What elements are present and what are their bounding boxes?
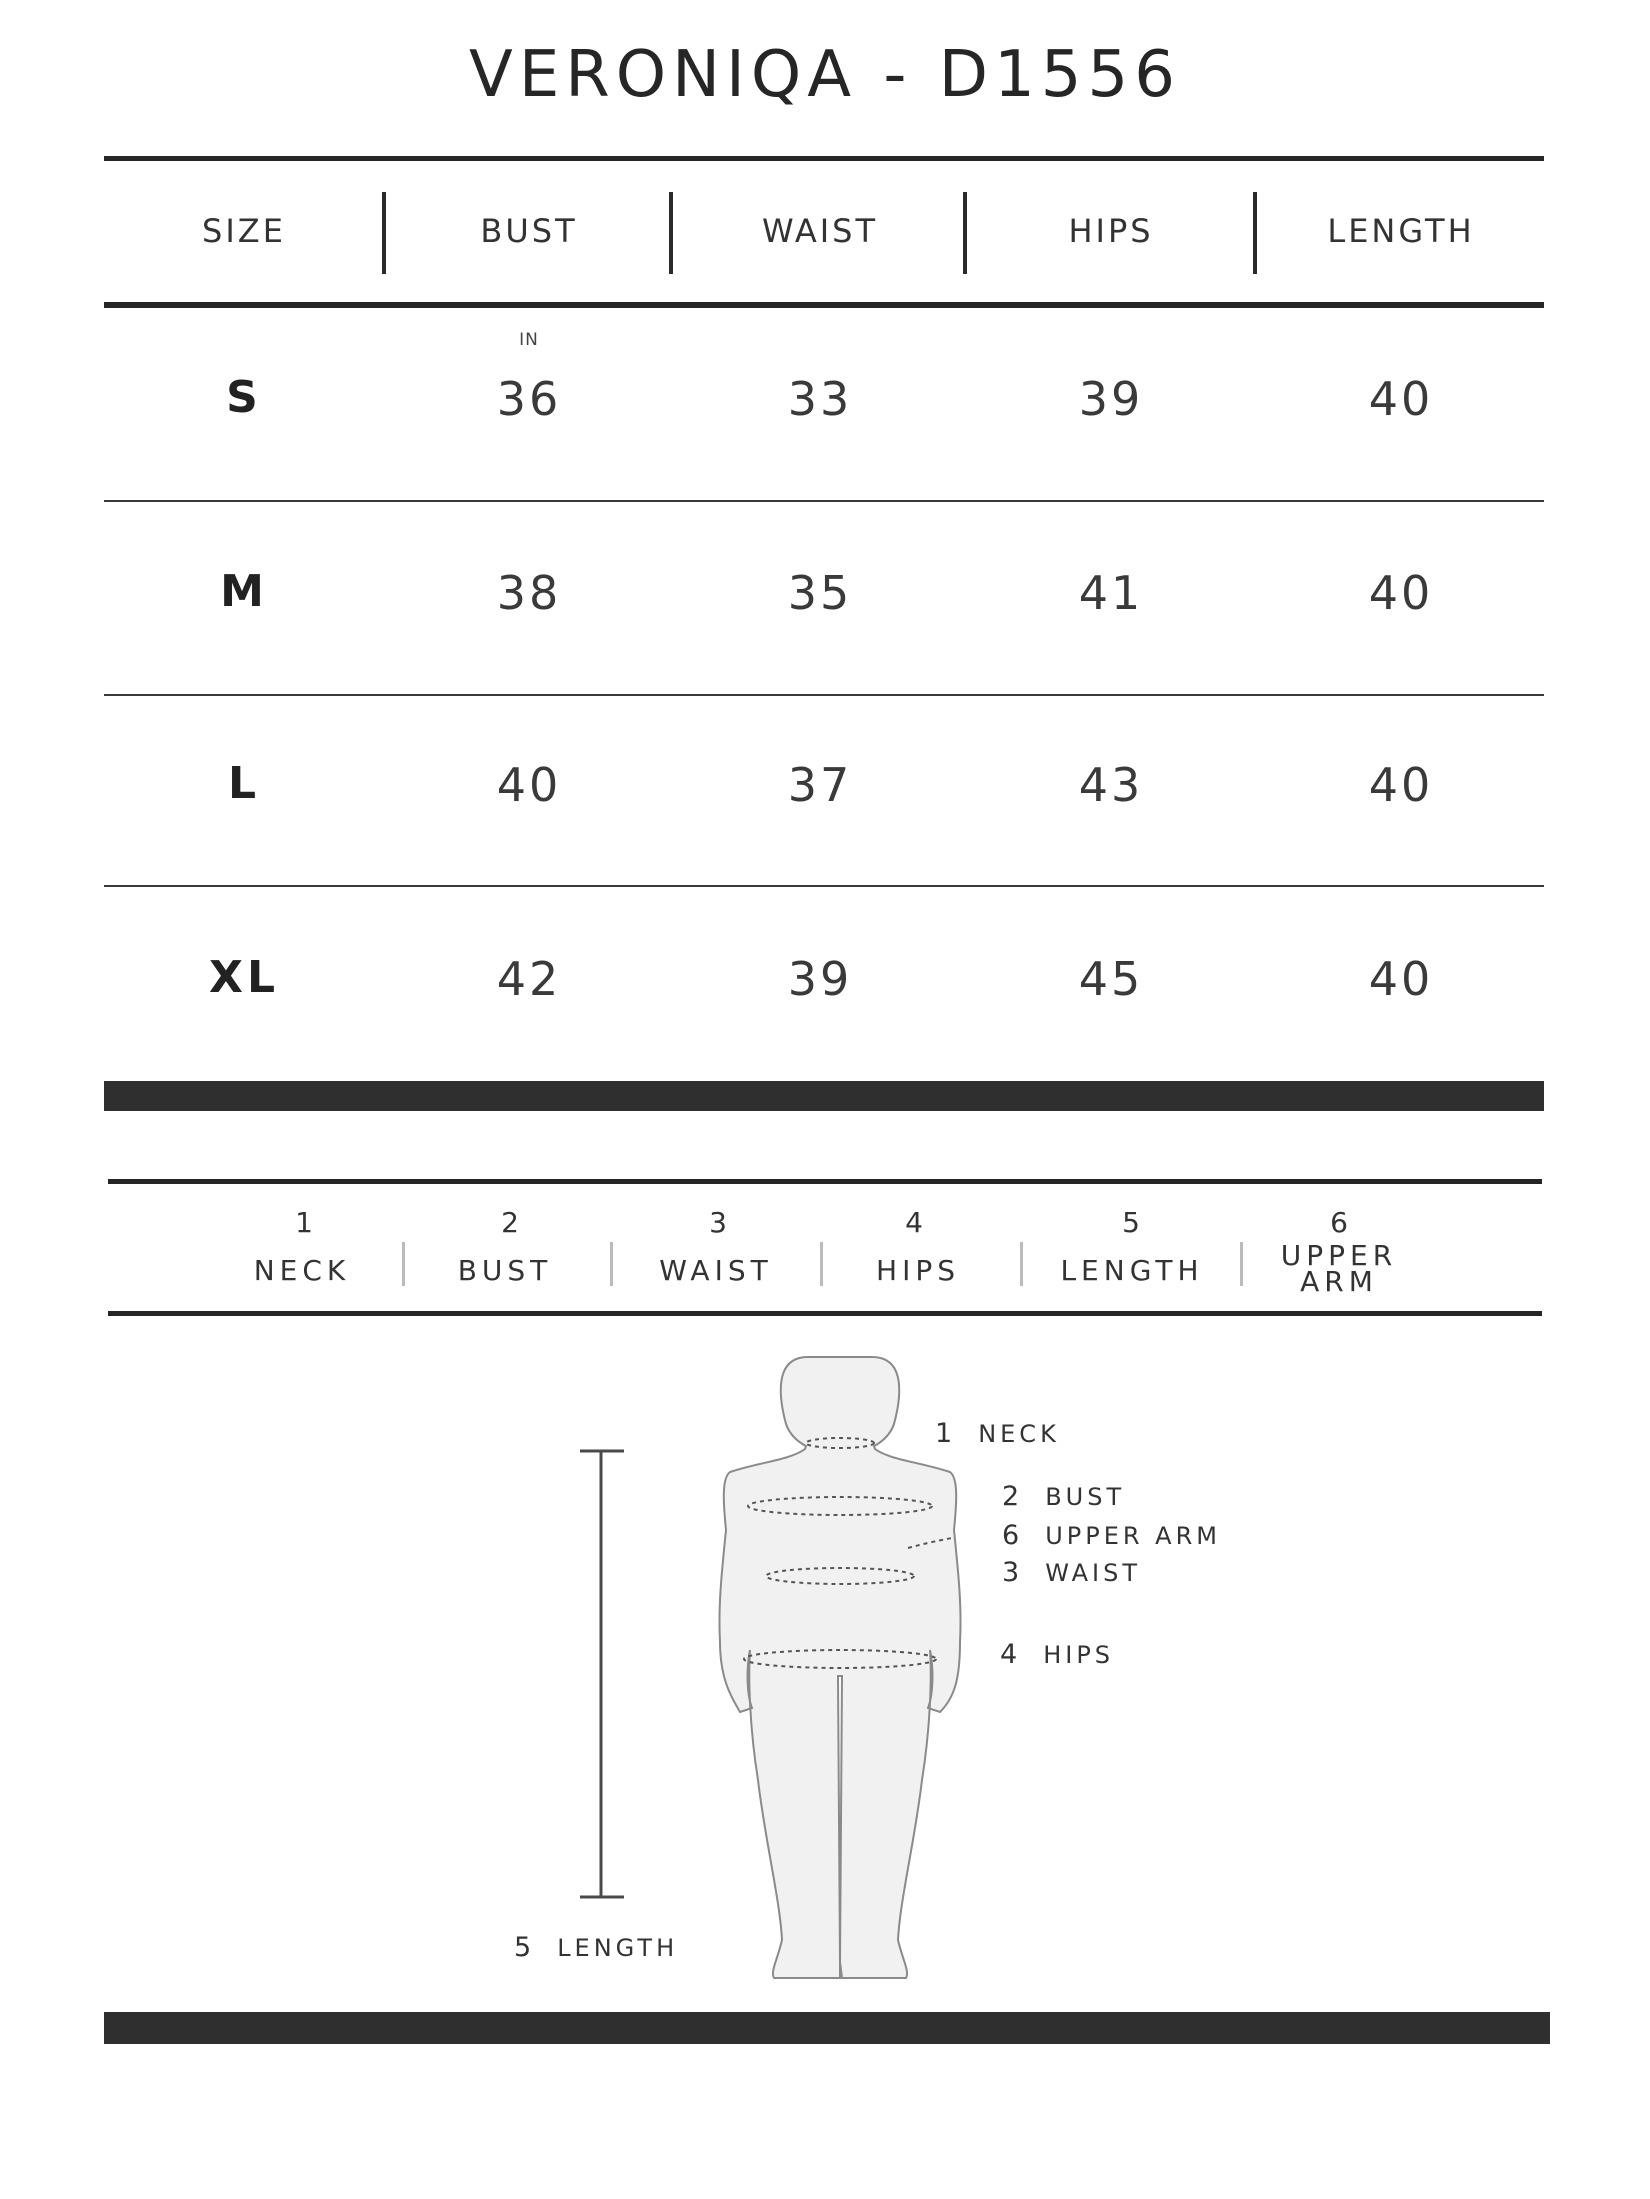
hips-cell: 45	[1078, 952, 1144, 1006]
legend-label: HIPS	[876, 1254, 960, 1287]
bust-cell: 36	[496, 372, 562, 426]
legend-label: UPPER ARM	[1280, 1239, 1398, 1298]
diagram-text: LENGTH	[557, 1934, 679, 1962]
legend-number: 6	[1330, 1206, 1348, 1239]
diagram-number: 3	[1002, 1557, 1024, 1588]
diagram-label-length	[514, 1932, 678, 1963]
legend-number: 1	[295, 1206, 313, 1239]
length-cell: 40	[1368, 952, 1434, 1006]
diagram-number: 4	[1000, 1639, 1022, 1670]
legend-number: 2	[501, 1206, 519, 1239]
unit-label: IN	[519, 330, 539, 350]
size-cell: L	[227, 758, 261, 809]
legend-number: 3	[709, 1206, 727, 1239]
footer-bar	[104, 2012, 1550, 2044]
diagram-number: 2	[1002, 1481, 1024, 1512]
legend-label: BUST	[457, 1254, 553, 1287]
legend-number: 5	[1122, 1206, 1140, 1239]
length-cell: 40	[1368, 566, 1434, 620]
page-title: VERONIQA - D1556	[469, 38, 1181, 112]
length-cell: 40	[1368, 758, 1434, 812]
hips-cell: 43	[1078, 758, 1144, 812]
legend-label: LENGTH	[1060, 1254, 1204, 1287]
diagram-label-bust	[1002, 1481, 1125, 1512]
bust-cell: 40	[496, 758, 562, 812]
diagram-text: NECK	[978, 1420, 1060, 1448]
diagram-number: 5	[514, 1932, 536, 1963]
diagram-number: 1	[935, 1418, 957, 1449]
size-cell: XL	[209, 952, 279, 1003]
hips-cell: 41	[1078, 566, 1144, 620]
diagram-label-upper-arm	[1002, 1520, 1221, 1551]
bust-cell: 42	[496, 952, 562, 1006]
waist-cell: 35	[787, 566, 853, 620]
header-length: LENGTH	[1327, 212, 1475, 250]
size-cell: S	[226, 372, 262, 423]
diagram-text: BUST	[1045, 1483, 1126, 1511]
length-measure-line	[580, 1451, 624, 1897]
diagram-text: UPPER ARM	[1045, 1522, 1221, 1550]
header-size: SIZE	[202, 212, 286, 250]
diagram-label-hips	[1000, 1639, 1114, 1670]
hips-cell: 39	[1078, 372, 1144, 426]
length-cell: 40	[1368, 372, 1434, 426]
diagram-label-neck	[935, 1418, 1060, 1449]
header-bust: BUST	[480, 212, 578, 250]
header-waist: WAIST	[761, 212, 879, 250]
legend-number: 4	[905, 1206, 923, 1239]
legend-label: NECK	[253, 1254, 351, 1287]
waist-cell: 33	[787, 372, 853, 426]
diagram-text: WAIST	[1045, 1559, 1141, 1587]
waist-cell: 39	[787, 952, 853, 1006]
diagram-number: 6	[1002, 1520, 1024, 1551]
waist-cell: 37	[787, 758, 853, 812]
diagram-text: HIPS	[1043, 1641, 1115, 1669]
legend-label: WAIST	[659, 1254, 773, 1287]
size-cell: M	[220, 566, 268, 617]
header-hips: HIPS	[1068, 212, 1154, 250]
bust-cell: 38	[496, 566, 562, 620]
diagram-label-waist	[1002, 1557, 1141, 1588]
